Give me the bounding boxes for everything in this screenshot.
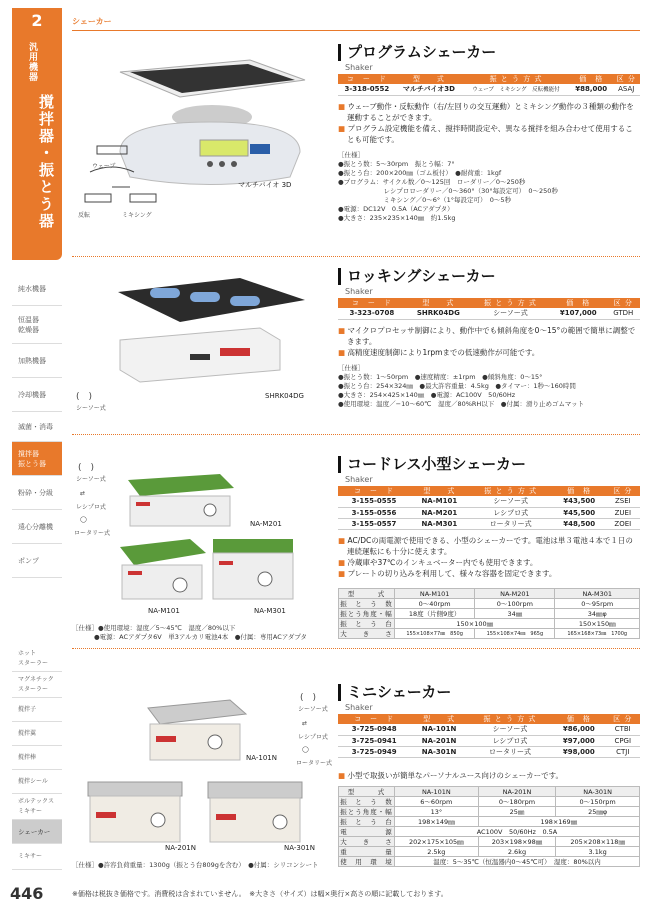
subnav-stir-rod[interactable]: [12, 746, 62, 770]
mini-notes: [72, 860, 319, 869]
na-m301-image: [205, 535, 305, 605]
spec-cell: 150×150㎜: [555, 619, 640, 629]
subnav-label: 撹拌翼: [18, 729, 37, 737]
motion-reciprocal-label: レシプロ式: [298, 734, 328, 741]
table-row: [338, 746, 640, 757]
spec-label: 振とう角度・幅: [340, 610, 393, 618]
mini-spec-table: [338, 786, 640, 867]
spec-cell: 6〜60rpm: [395, 797, 479, 807]
subnav-magnetic-stirrer[interactable]: [12, 672, 62, 698]
bullet-item: ■ ウェーブ動作・反転動作（右/左回りの交互運動）とミキシング動作の３種類の動作を運動することができます。: [338, 101, 638, 123]
chapter-main-label: 撹拌器・振とう器: [37, 94, 55, 230]
spec-cell: 205×208×118㎜: [556, 837, 640, 847]
subnav-stir-blade[interactable]: [12, 722, 62, 746]
section-title-cordless: コードレス小型シェーカー: [338, 456, 526, 473]
chapter-sub-label: 汎用機器: [27, 42, 37, 82]
spec-cell: 18度（片側9度）: [395, 609, 475, 619]
seesaw-icon: ( ): [300, 693, 317, 703]
code-cell: 3-155-0556: [338, 507, 410, 518]
chapter-tab[interactable]: [12, 34, 62, 260]
th-model: 型 式: [406, 298, 471, 308]
spec-line: ●振とう数：1〜50rpm ●速度精度：±1rpm ●傾斜角度：0〜15°: [338, 373, 543, 381]
motion-seesaw-label: シーソー式: [76, 405, 106, 412]
th-code: コ ー ド: [338, 486, 410, 496]
motion-mixing-label: ミキシング: [122, 212, 152, 219]
na-301n-caption: NA-301N: [284, 844, 315, 852]
nav-label: 粉砕・分級: [18, 488, 53, 497]
bullet-item: ■ 小型で取扱いが簡単なパーソナルユース向けのシェーカーです。: [338, 770, 638, 781]
class-cell: GTDH: [607, 308, 640, 319]
class-cell: CPGI: [605, 735, 640, 746]
spec-cell: 202×175×105㎜: [395, 837, 479, 847]
subnav-label: 撹拌棒: [18, 753, 37, 761]
section-subtitle-rocking: Shaker: [345, 287, 373, 296]
table-row: [338, 308, 640, 319]
spec-label: 電 源: [340, 828, 393, 836]
nav-item-incubator[interactable]: [12, 306, 62, 344]
spec-line: ●電源：DC12V 0.5A（ACアダプタ）: [338, 205, 454, 213]
spec-header: NA-M301: [555, 589, 640, 599]
subnav-mixer[interactable]: [12, 844, 62, 870]
na-201n-caption: NA-201N: [165, 844, 196, 852]
class-cell: CTJI: [605, 746, 640, 757]
motion-reverse-label: 反転: [78, 212, 91, 219]
price-cell: ¥45,500: [553, 507, 606, 518]
th-price: 価 格: [550, 298, 607, 308]
nav-item-pump[interactable]: [12, 544, 62, 578]
header-rule: [72, 30, 640, 31]
na-m301-caption: NA-M301: [254, 607, 286, 615]
model-cell: NA-201N: [410, 735, 467, 746]
spec-label: 振 と う 台: [340, 620, 393, 628]
model-cell: NA-101N: [410, 724, 467, 735]
code-cell: 3-155-0555: [338, 496, 410, 507]
spec-label: 振 と う 台: [340, 818, 393, 826]
class-cell: CTBI: [605, 724, 640, 735]
rocking-bullets: [338, 325, 638, 358]
th-code: コ ー ド: [338, 298, 406, 308]
spec-header: 型 式: [339, 787, 395, 797]
spec-cell: AC100V 50/60Hz 0.5A: [395, 827, 640, 837]
spec-line: レシプロローダリー／0〜360°（30°毎設定可） 0〜250秒: [338, 187, 558, 195]
price-cell: ¥98,000: [552, 746, 605, 757]
model-cell: SHRK04DG: [406, 308, 471, 319]
section-subtitle-mini: Shaker: [345, 703, 373, 712]
method-cell: シーソー式: [469, 496, 553, 507]
subnav-hot-stirrer[interactable]: [12, 646, 62, 672]
subnav-vortex[interactable]: [12, 794, 62, 820]
th-model: 型 式: [410, 714, 467, 724]
cordless-notes: [72, 623, 307, 641]
nav-item-stirrer[interactable]: [12, 442, 62, 476]
spec-header: NA-M101: [395, 589, 475, 599]
spec-line: ミキシング／0〜6°（1°毎設定可） 0〜5秒: [338, 196, 512, 204]
spec-line: ●振とう台：200×200㎜（ゴム板付） ●耐荷重：1kgf: [338, 169, 502, 177]
cordless-spec-table: [338, 588, 640, 639]
spec-cell: 25㎜φ: [556, 807, 640, 817]
motion-rotary-label: ロータリー式: [296, 760, 333, 767]
na-101n-caption: NA-101N: [246, 754, 277, 762]
code-cell: 3-725-0949: [338, 746, 410, 757]
table-row: [338, 724, 640, 735]
rotary-icon: ◯: [302, 746, 309, 753]
spec-cell: 温度：5〜35℃（恒温器内0〜45℃可） 湿度：80%以内: [395, 857, 640, 867]
nav-item-grinding[interactable]: [12, 476, 62, 510]
th-price: 価 格: [552, 714, 605, 724]
th-method: 振 と う 方 式: [469, 486, 553, 496]
th-class: 区 分: [612, 74, 640, 84]
spec-label: 大 き さ: [340, 838, 393, 846]
spec-cell: 155×108×74㎜ 965g: [475, 629, 555, 639]
spec-line: ［仕様］: [338, 364, 364, 372]
model-cell: NA-M201: [410, 507, 469, 518]
program-bullets: [338, 101, 638, 145]
spec-line: ［仕様］: [338, 151, 364, 159]
cordless-price-table: [338, 486, 640, 530]
spec-label: 振 と う 数: [340, 600, 393, 608]
page-number: 446: [10, 884, 44, 903]
note-line: ［仕様］●許容負荷重量：1300g（振とう台809gを含む） ●付属：シリコンシート: [72, 861, 319, 869]
method-cell: ウェーブ ミキシング 反転機能付: [462, 84, 570, 95]
subnav-label: ミキサー: [18, 852, 43, 860]
bullet-item: ■ AC/DCの両電源で使用できる、小型のシェーカーです。電池は単３電池４本で１日の連続運転にも十分に使えます。: [338, 535, 638, 557]
class-cell: ASAJ: [612, 84, 640, 95]
spec-cell: 203×198×98㎜: [478, 837, 556, 847]
spec-line: ●大きさ：235×235×140㎜ 約1.5kg: [338, 214, 456, 222]
spec-cell: 155×108×77㎜ 850g: [395, 629, 475, 639]
section-divider: [72, 434, 640, 435]
bullet-item: ■ 高精度速度制御により1rpmまでの低速動作が可能です。: [338, 347, 638, 358]
subnav-stir-seal[interactable]: [12, 770, 62, 794]
motion-reciprocal-label: レシプロ式: [76, 504, 106, 511]
price-cell: ¥88,000: [570, 84, 612, 95]
mini-bullets: [338, 770, 638, 781]
model-cell: マルチバイオ3D: [396, 84, 462, 95]
spec-cell: 25㎜: [478, 807, 556, 817]
nav-item-heating[interactable]: [12, 344, 62, 378]
motion-rotary-label: ロータリー式: [74, 530, 111, 537]
model-cell: NA-M301: [410, 518, 469, 529]
nav-label: 遠心分離機: [18, 522, 53, 531]
nav-label: 恒温器 乾燥器: [18, 315, 39, 334]
spec-header: 型 式: [339, 589, 395, 599]
model-cell: NA-301N: [410, 746, 467, 757]
reciprocal-icon: ⇄: [80, 490, 86, 497]
table-row: [338, 518, 640, 529]
spec-cell: 198×149㎜: [395, 817, 479, 827]
model-cell: NA-M101: [410, 496, 469, 507]
rotary-icon: ◯: [80, 516, 87, 523]
subnav-stir-bar[interactable]: [12, 698, 62, 722]
na-m101-caption: NA-M101: [148, 607, 180, 615]
note-line: ［仕様］●使用環境：湿度／5〜45℃ 湿度／80%以下: [72, 624, 236, 632]
class-cell: ZOEI: [606, 518, 640, 529]
spec-label: 重 量: [340, 848, 393, 856]
motion-seesaw-label: シーソー式: [298, 706, 328, 713]
section-title-rocking: ロッキングシェーカー: [338, 268, 496, 285]
spec-cell: 150×100㎜: [395, 619, 555, 629]
rocking-shaker-caption: SHRK04DG: [265, 392, 304, 400]
nav-label: 加熱機器: [18, 356, 46, 365]
program-shaker-caption: マルチバイオ 3D: [238, 181, 292, 189]
spec-cell: 34㎜: [475, 609, 555, 619]
nav-item-pure-water[interactable]: [12, 272, 62, 306]
bullet-item: ■ マイクロプロセッサ制御により、動作中でも傾斜角度を0〜15°の範囲で簡単に調整できます。: [338, 325, 638, 347]
spec-cell: 34㎜φ: [555, 609, 640, 619]
th-class: 区 分: [607, 298, 640, 308]
price-cell: ¥48,500: [553, 518, 606, 529]
nav-item-cooling[interactable]: [12, 378, 62, 412]
table-row: [338, 507, 640, 518]
spec-label: 大 き さ: [340, 630, 393, 638]
nav-label: ポンプ: [18, 556, 39, 565]
spec-cell: 0〜180rpm: [478, 797, 556, 807]
chapter-number: 2: [12, 8, 62, 34]
section-subtitle-cordless: Shaker: [345, 475, 373, 484]
nav-item-centrifuge[interactable]: [12, 510, 62, 544]
section-divider: [72, 648, 640, 649]
spec-cell: 13°: [395, 807, 479, 817]
method-cell: レシプロ式: [469, 507, 553, 518]
bullet-item: ■ プレートの切り込みを利用して、様々な容器を固定できます。: [338, 568, 638, 579]
price-cell: ¥86,000: [552, 724, 605, 735]
spec-cell: 0〜95rpm: [555, 599, 640, 609]
spec-line: ●使用環境：温度／−10〜60℃ 湿度／80%RH以下 ●付属：滑り止めゴムマット: [338, 400, 585, 408]
seesaw-icon: ( ): [76, 392, 93, 402]
code-cell: 3-155-0557: [338, 518, 410, 529]
motion-wave-label: ウェーブ: [92, 163, 116, 170]
th-method: 振 と う 方 式: [462, 74, 570, 84]
subnav-label: 撹拌シール: [18, 777, 48, 785]
code-cell: 3-725-0948: [338, 724, 410, 735]
spec-line: ●プログラム：サイクル数／0〜125回 ローダリー／0〜250秒: [338, 178, 526, 186]
cordless-bullets: [338, 535, 638, 579]
subnav-label: ボルテックス ミキサー: [18, 797, 54, 815]
section-divider: [72, 256, 640, 257]
method-cell: ロータリー式: [469, 518, 553, 529]
program-price-table: [338, 74, 640, 96]
spec-header: NA-201N: [478, 787, 556, 797]
nav-label: 滅菌・消毒: [18, 422, 53, 431]
price-cell: ¥107,000: [550, 308, 607, 319]
th-method: 振 と う 方 式: [468, 714, 552, 724]
th-model: 型 式: [396, 74, 462, 84]
table-row: [338, 84, 640, 95]
motion-seesaw-label: シーソー式: [76, 476, 106, 483]
rocking-price-table: [338, 298, 640, 320]
spec-line: ●振とう台：254×324㎜ ●最大許容重量：4.5kg ●タイマー：1秒〜160時間: [338, 382, 576, 390]
spec-line: ●大きさ：254×425×140㎜ ●電源：AC100V 50/60Hz: [338, 391, 516, 399]
nav-label: 冷却機器: [18, 390, 46, 399]
th-price: 価 格: [570, 74, 612, 84]
spec-header: NA-101N: [395, 787, 479, 797]
na-201n-image: [80, 778, 190, 848]
rocking-specs: [338, 364, 638, 409]
spec-label: 振 と う 数: [340, 798, 393, 806]
section-title-mini: ミニシェーカー: [338, 684, 451, 701]
spec-header: NA-301N: [556, 787, 640, 797]
subnav-label: 撹拌子: [18, 705, 37, 713]
spec-label: 振とう角度・幅: [340, 808, 393, 816]
spec-cell: 3.1kg: [556, 847, 640, 857]
method-cell: ロータリー式: [468, 746, 552, 757]
price-cell: ¥97,000: [552, 735, 605, 746]
rocking-shaker-image: [110, 270, 310, 390]
class-cell: ZSEI: [606, 496, 640, 507]
spec-cell: 2.6kg: [478, 847, 556, 857]
subnav-label: シェーカー: [18, 827, 51, 836]
bullet-item: ■ 冷蔵庫や37℃のインキュベーター内でも使用できます。: [338, 557, 638, 568]
subnav-label: マグネチック スターラー: [18, 675, 54, 693]
spec-label: 使 用 環 境: [340, 858, 393, 866]
code-cell: 3-318-0552: [338, 84, 396, 95]
program-specs: [338, 151, 638, 223]
code-cell: 3-725-0941: [338, 735, 410, 746]
spec-header: NA-M201: [475, 589, 555, 599]
footer-note: ※価格は税抜き価格です。消費税は含まれていません。 ※大きさ（サイズ）は幅×奥行×高さの順に記載しております。: [72, 890, 448, 898]
table-row: [338, 496, 640, 507]
spec-cell: 0〜100rpm: [475, 599, 555, 609]
price-cell: ¥43,500: [553, 496, 606, 507]
th-method: 振 と う 方 式: [471, 298, 550, 308]
spec-cell: 198×169㎜: [478, 817, 639, 827]
spec-cell: 0〜40rpm: [395, 599, 475, 609]
note-line: ●電源：ACアダプタ6V 単3アルカリ電池4本 ●付属：専用ACアダプタ: [94, 633, 307, 641]
nav-item-sterilization[interactable]: [12, 412, 62, 442]
spec-line: ●振とう数：5〜30rpm 振とう幅：7°: [338, 160, 455, 168]
na-m201-image: [110, 470, 240, 530]
th-code: コ ー ド: [338, 74, 396, 84]
subnav-shaker[interactable]: [12, 820, 62, 844]
mini-price-table: [338, 714, 640, 758]
na-301n-image: [200, 778, 310, 848]
method-cell: シーソー式: [468, 724, 552, 735]
spec-cell: 2.5kg: [395, 847, 479, 857]
th-price: 価 格: [553, 486, 606, 496]
table-row: [338, 735, 640, 746]
na-101n-image: [140, 696, 250, 766]
th-code: コ ー ド: [338, 714, 410, 724]
na-m101-image: [110, 535, 210, 605]
subnav-label: ホット スターラー: [18, 649, 49, 667]
section-subtitle-program: Shaker: [345, 63, 373, 72]
th-class: 区 分: [606, 486, 640, 496]
bullet-item: ■ プログラム設定機能を備え、撹拌時間設定や、異なる撹拌を組み合わせて使用することも可能です。: [338, 123, 638, 145]
method-cell: レシプロ式: [468, 735, 552, 746]
code-cell: 3-323-0708: [338, 308, 406, 319]
spec-cell: 0〜150rpm: [556, 797, 640, 807]
seesaw-icon: ( ): [78, 463, 95, 473]
class-cell: ZUEI: [606, 507, 640, 518]
nav-label: 撹拌器 振とう器: [18, 449, 46, 468]
spec-cell: 165×168×73㎜ 1700g: [555, 629, 640, 639]
reciprocal-icon: ⇄: [302, 720, 308, 727]
th-model: 型 式: [410, 486, 469, 496]
category-label: シェーカー: [72, 17, 112, 26]
nav-label: 純水機器: [18, 284, 46, 293]
method-cell: シーソー式: [471, 308, 550, 319]
na-m201-caption: NA-M201: [250, 520, 282, 528]
th-class: 区 分: [605, 714, 640, 724]
section-title-program: プログラムシェーカー: [338, 44, 496, 61]
